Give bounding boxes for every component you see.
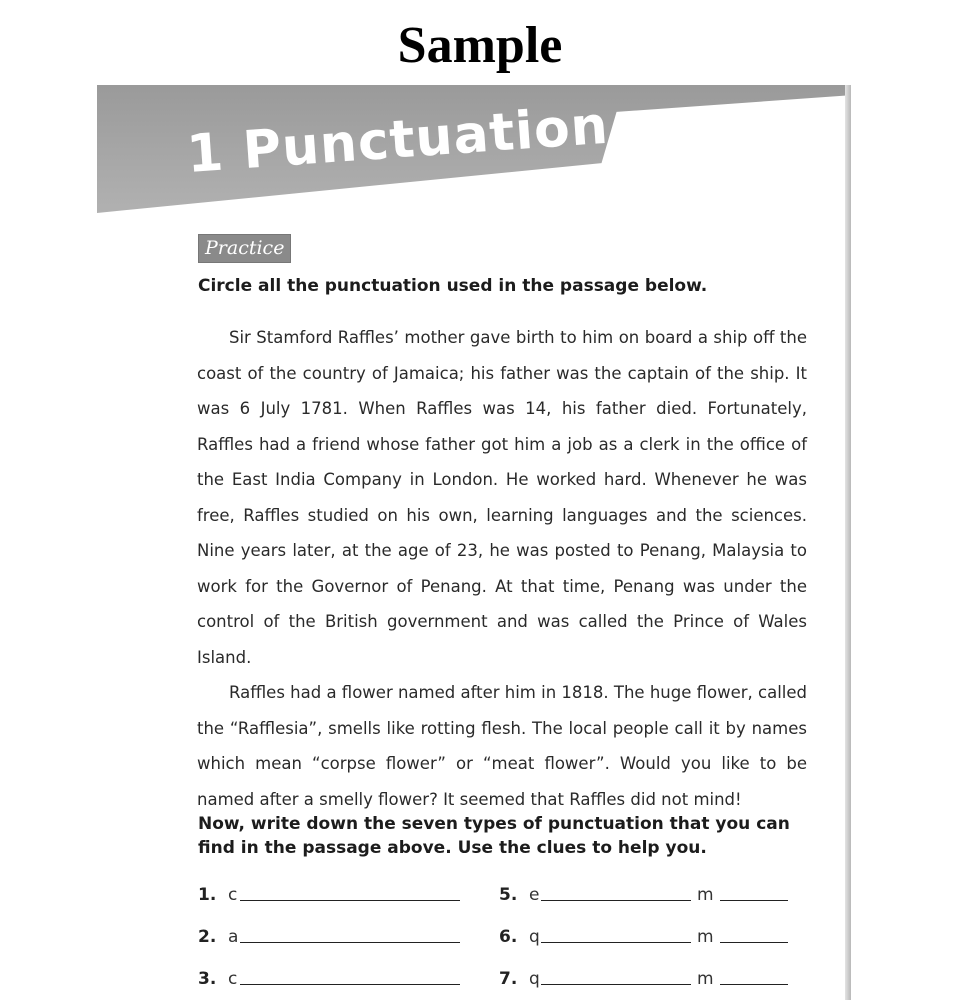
clue-letter: e — [529, 885, 540, 905]
circle-instruction: Circle all the punctuation used in the passage below. — [198, 276, 708, 296]
clue-letter: c — [228, 885, 238, 905]
question-number: 2. — [198, 927, 217, 947]
answer-line[interactable] — [541, 941, 691, 943]
answer-row-5 — [499, 885, 788, 905]
reading-passage — [197, 320, 807, 817]
worksheet-page — [97, 85, 850, 1000]
second-clue-letter: m — [697, 927, 714, 947]
answer-line[interactable] — [240, 899, 460, 901]
answer-line[interactable] — [541, 899, 691, 901]
question-number: 1. — [198, 885, 217, 905]
chapter-banner — [97, 85, 850, 213]
question-number: 3. — [198, 969, 217, 989]
write-down-instruction: Now, write down the seven types of punctuation that you can find in the passage above. Use the clues to help you. — [198, 814, 790, 858]
question-number: 6. — [499, 927, 518, 947]
question-number: 5. — [499, 885, 518, 905]
answer-line[interactable] — [720, 941, 788, 943]
answer-line[interactable] — [541, 983, 691, 985]
clue-letter: c — [228, 969, 238, 989]
answer-row-2 — [198, 927, 460, 947]
answer-row-1 — [198, 885, 460, 905]
answer-row-7 — [499, 969, 788, 989]
clue-letter: a — [228, 927, 239, 947]
chapter-title: 1 Punctuation — [184, 95, 611, 185]
answer-line[interactable] — [240, 983, 460, 985]
passage-paragraph: Sir Stamford Raffles’ mother gave birth to him on board a ship off the coast of the country of Jamaica; his father was the captain of the ship. It was 6 July 1781. When Raffles was 14, his father died. Fortunately, Raffles had a friend whose father got him a job as a clerk in the office of the East India Company in London. He worked hard. Whenever he was free, Raffles studied on his own, learning languages and the sciences. Nine years later, at the age of 23, he was posted to Penang, Malaysia to work for the Governor of Penang. At that time, Penang was under the control of the British government and was called the Prince of Wales Island. — [197, 328, 807, 667]
page-edge-shadow — [845, 85, 851, 1000]
practice-tag: Practice — [198, 234, 291, 263]
passage-paragraph: Raffles had a flower named after him in 1818. The huge flower, called the “Rafflesia”, smells like rotting flesh. The local people call it by names which mean “corpse flower” or “meat flower”. Would you like to be named after a smelly flower? It seemed that Raffles did not mind! — [197, 683, 807, 809]
answer-row-3 — [198, 969, 460, 989]
answer-row-6 — [499, 927, 788, 947]
question-number: 7. — [499, 969, 518, 989]
second-clue-letter: m — [697, 969, 714, 989]
clue-letter: q — [529, 927, 540, 947]
answer-line[interactable] — [240, 941, 460, 943]
sample-heading: Sample — [397, 17, 563, 74]
answer-line[interactable] — [720, 983, 788, 985]
second-clue-letter: m — [697, 885, 714, 905]
answer-line[interactable] — [720, 899, 788, 901]
clue-letter: q — [529, 969, 540, 989]
